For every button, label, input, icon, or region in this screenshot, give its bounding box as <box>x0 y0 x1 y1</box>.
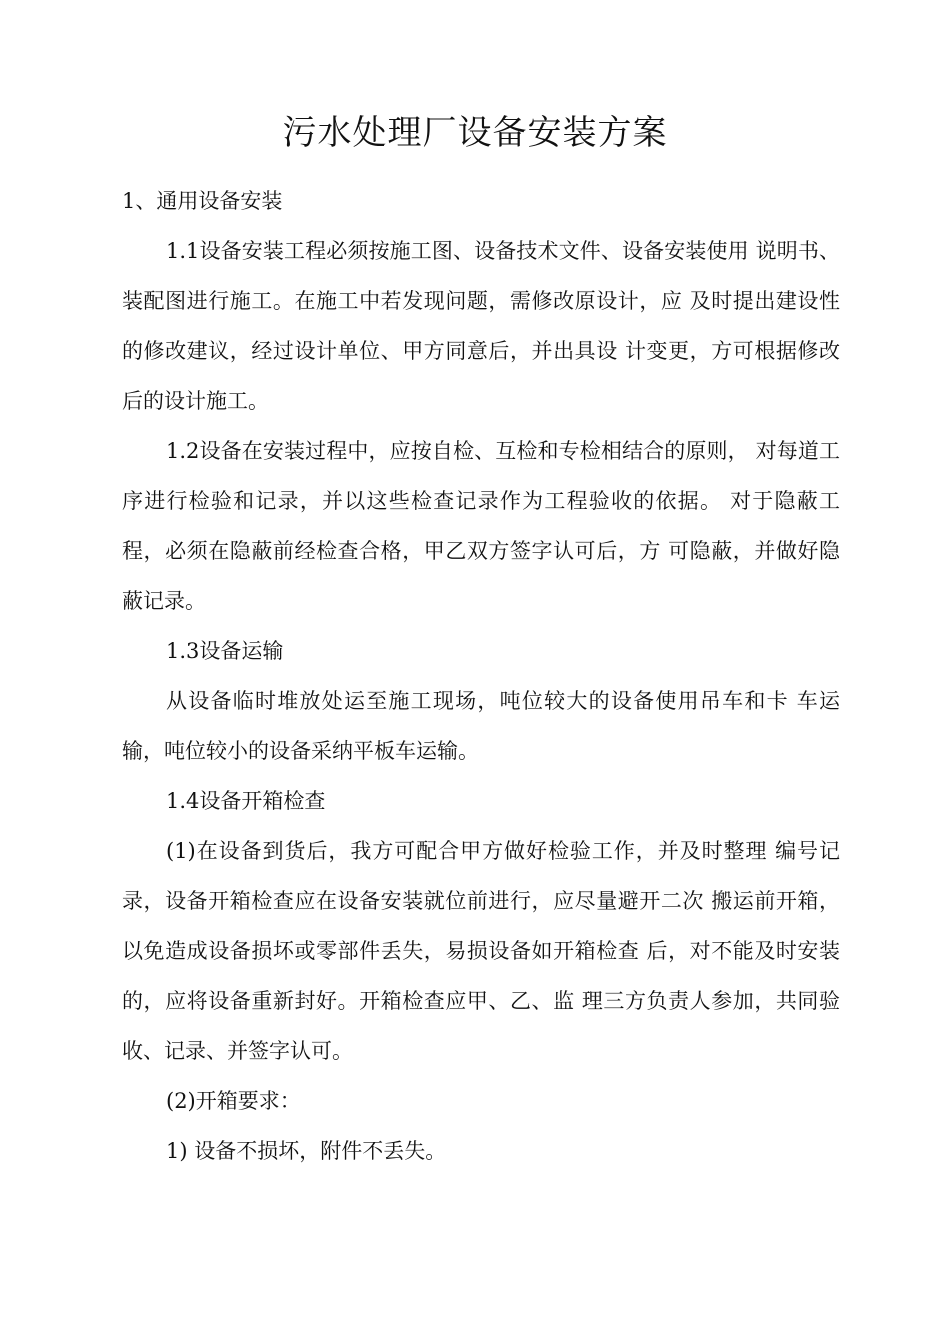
subheading-1-4: 1.4设备开箱检查 <box>166 789 326 813</box>
paragraph-1-4-2-1: 1) 设备不损坏，附件不丢失。 <box>166 1139 447 1163</box>
section-heading: 1、通用设备安装 <box>122 189 283 213</box>
subheading-1-3: 1.3设备运输 <box>166 639 284 663</box>
paragraph-1-3: 从设备临时堆放处运至施工现场，吨位较大的设备使用吊车和卡 车运输，吨位较小的设备采纳平板车运输。 <box>122 689 840 763</box>
document-title: 污水处理厂设备安装方案 <box>282 113 668 153</box>
document-body <box>122 176 840 1176</box>
paragraph-1-4-1: (1)在设备到货后，我方可配合甲方做好检验工作，并及时整理 编号记录，设备开箱检查应在设备安装就位前进行，应尽量避开二次 搬运前开箱，以免造成设备损坏或零部件丢失，易损设备如开箱检查 后，对不能及时安装的，应将设备重新封好。开箱检查应甲、乙、监 理三方负责人参加，共同验收、记录、并签字认可。 <box>122 839 840 1063</box>
paragraph-1-4-2: (2)开箱要求： <box>166 1089 301 1113</box>
paragraph-1-2: 1.2设备在安装过程中，应按自检、互检和专检相结合的原则， 对每道工序进行检验和记录，并以这些检查记录作为工程验收的依据。 对于隐蔽工程，必须在隐蔽前经检查合格，甲乙双方签字认可后，方 可隐蔽，并做好隐蔽记录。 <box>122 439 840 613</box>
paragraph-1-1: 1.1设备安装工程必须按施工图、设备技术文件、设备安装使用 说明书、装配图进行施工。在施工中若发现问题，需修改原设计，应 及时提出建设性的修改建议，经过设计单位、甲方同意后，并出具设 计变更，方可根据修改后的设计施工。 <box>122 239 840 413</box>
